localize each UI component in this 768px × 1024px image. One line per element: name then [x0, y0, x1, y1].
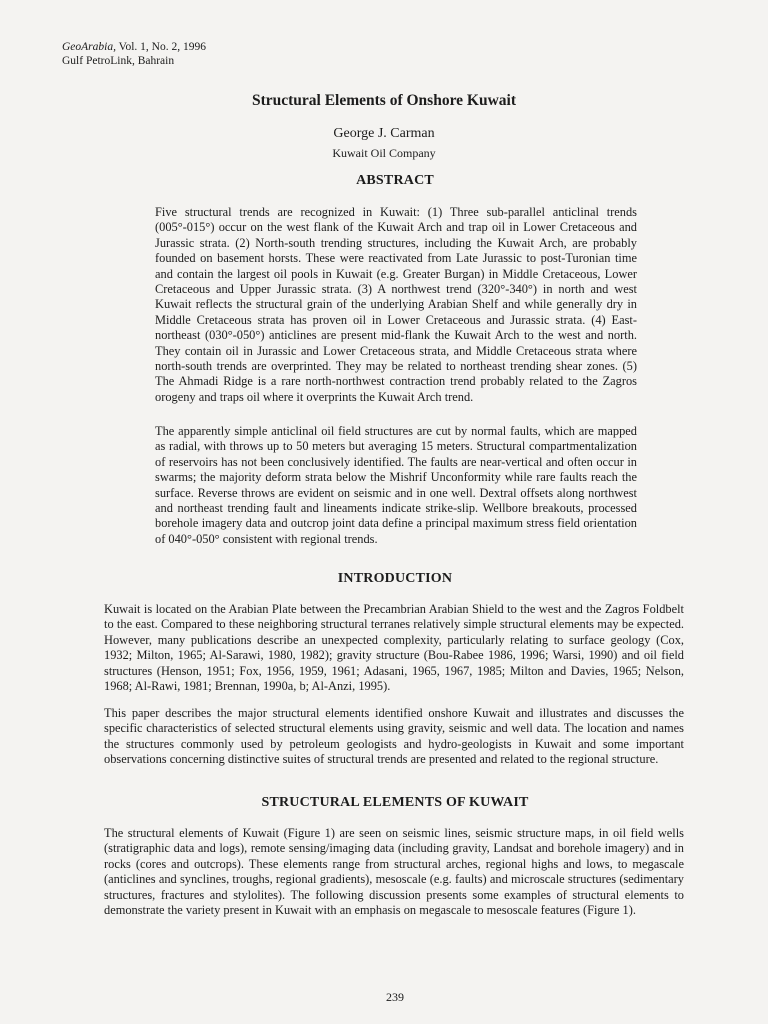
paper-title: Structural Elements of Onshore Kuwait	[251, 92, 517, 109]
journal-volume: Vol. 1, No. 2, 1996	[115, 41, 206, 53]
journal-name: GeoArabia,	[62, 41, 116, 53]
introduction-paragraph-2: This paper describes the major structural elements identified onshore Kuwait and illustrates and discusses the specific characteristics of selected structural elements using gravity, seismic and well data. The location and names the structures commonly used by petroleum geologists and hydro-geologists in Kuwait and some important observations concerning distinctive suites of structural trends are presented and related to the regional structure.	[104, 706, 684, 767]
abstract-heading: ABSTRACT	[356, 173, 434, 188]
journal-citation	[62, 40, 206, 68]
structural-elements-heading: STRUCTURAL ELEMENTS OF KUWAIT	[261, 795, 529, 810]
structural-elements-paragraph-1: The structural elements of Kuwait (Figure 1) are seen on seismic lines, seismic structure maps, in oil field wells (stratigraphic data and logs), remote sensing/imaging data (including gravity, Landsat and borehole imagery) and in rocks (cores and outcrops). These elements range from structural arches, regional highs and lows, to megascale (anticlines and synclines, troughs, regional gradients), mesoscale (e.g. faults) and microscale structures (sedimentary structures, fractures and stylolites). The following discussion presents some examples of structural elements to demonstrate the variety present in Kuwait with an emphasis on megascale to mesoscale features (Figure 1).	[104, 826, 684, 918]
abstract-paragraph-1: Five structural trends are recognized in Kuwait: (1) Three sub-parallel anticlinal trends (005°-015°) occur on the west flank of the Kuwait Arch and trap oil in Lower Cretaceous and Jurassic strata. (2) North-south trending structures, including the Kuwait Arch, are probably founded on basement horsts. These were reactivated from Late Jurassic to post-Turonian time and contain the largest oil pools in Kuwait (e.g. Greater Burgan) in Middle Cretaceous, Lower Cretaceous and Upper Jurassic strata. (3) A northwest trend (320°-340°) in north and west Kuwait reflects the structural grain of the underlying Arabian Shelf and while generally dry in Middle Cretaceous strata has proven oil in Lower Cretaceous and Jurassic strata. (4) East-northeast (030°-050°) anticlines are present mid-flank the Kuwait Arch to the west and north. They contain oil in Jurassic and Lower Cretaceous strata, and Middle Cretaceous strata where north-south trends are overprinted. They may be related to northeast trending shear zones. (5) The Ahmadi Ridge is a rare north-northwest contraction trend probably related to the Zagros orogeny and traps oil where it overprints the Kuwait Arch trend.	[155, 205, 637, 404]
page-number: 239	[386, 990, 404, 1004]
publisher: Gulf PetroLink, Bahrain	[62, 55, 175, 67]
author-affiliation: Kuwait Oil Company	[332, 146, 436, 160]
journal-line	[62, 40, 206, 54]
author-name: George J. Carman	[333, 126, 435, 141]
abstract-paragraph-2: The apparently simple anticlinal oil field structures are cut by normal faults, which are mapped as radial, with throws up to 50 meters but averaging 15 meters. Structural compartmentalization of reservoirs has not been conclusively identified. The faults are near-vertical and often occur in swarms; the majority deform strata below the Mishrif Unconformity while rare faults reach the surface. Reverse throws are evident on seismic and in one well. Dextral offsets along northwest and northeast trending fault and lineaments indicate strike-slip. Wellbore breakouts, processed borehole imagery data and outcrop joint data define a principal maximum stress field orientation of 040°-050° consistent with regional trends.	[155, 424, 637, 546]
introduction-heading: INTRODUCTION	[337, 571, 453, 586]
introduction-paragraph-1: Kuwait is located on the Arabian Plate between the Precambrian Arabian Shield to the west and the Zagros Foldbelt to the east. Compared to these neighboring structural terranes relatively simple structural elements may be expected. However, many publications describe an unexpected complexity, particularly relating to surface geology (Cox, 1932; Milton, 1965; Al-Sarawi, 1980, 1982); gravity structure (Bou-Rabee 1986, 1996; Warsi, 1990) and oil field structures (Henson, 1951; Fox, 1956, 1959, 1961; Adasani, 1965, 1967, 1985; Milton and Davies, 1965; Nelson, 1968; Al-Rawi, 1981; Brennan, 1990a, b; Al-Anzi, 1995).	[104, 602, 684, 694]
